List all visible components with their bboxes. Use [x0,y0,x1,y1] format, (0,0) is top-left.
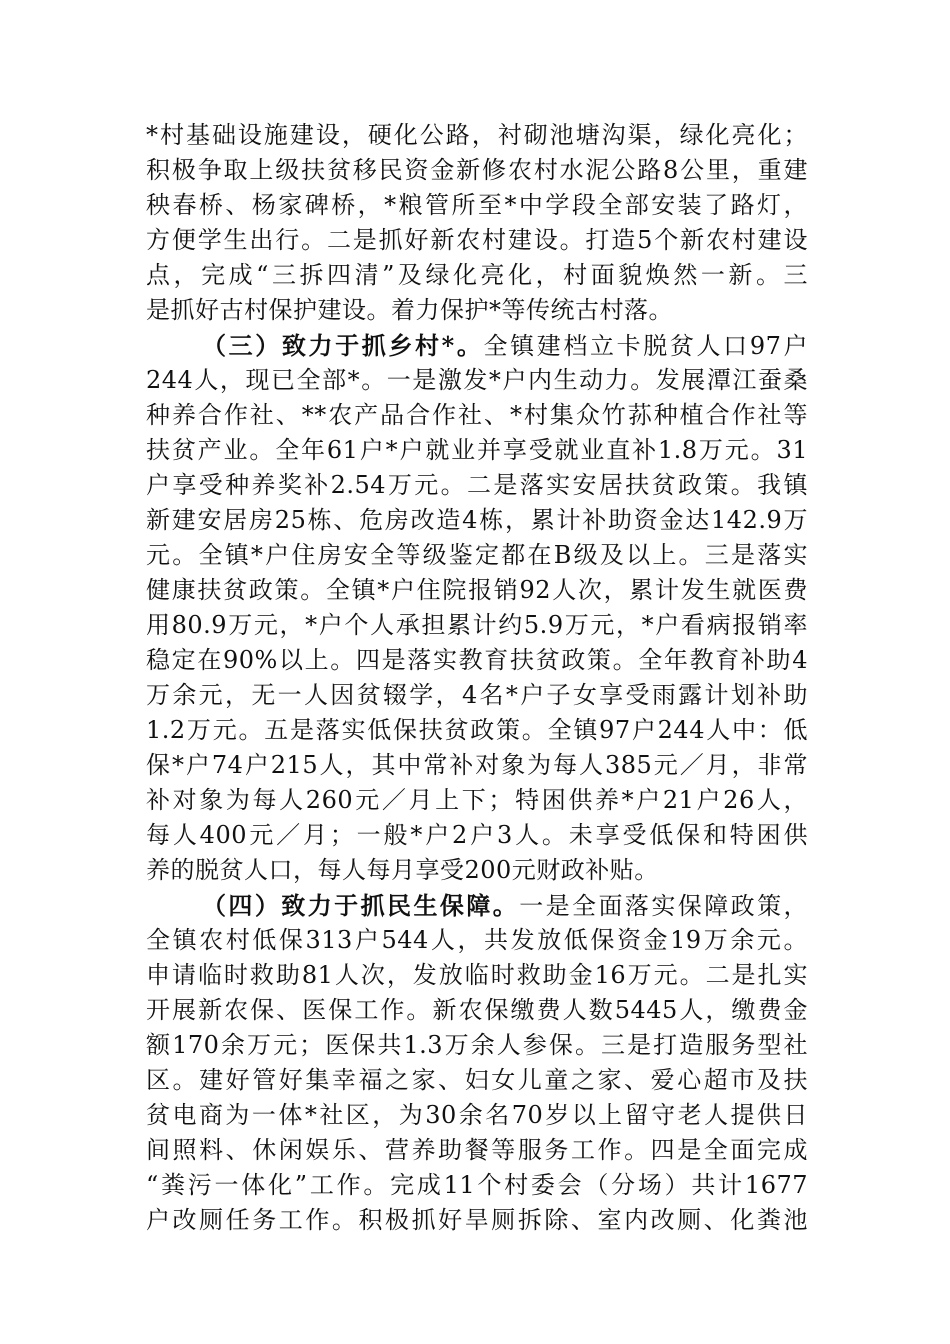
text-line: 秧春桥、杨家碑桥，*粮管所至*中学段全部安装了路灯， [146,191,808,219]
text-line: 稳定在90%以上。四是落实教育扶贫政策。全年教育补助4 [146,646,808,674]
text-line: 扶贫产业。全年61户*户就业并享受就业直补1.8万元。31 [146,436,808,464]
text-line: 万余元，无一人因贫辍学，4名*户子女享受雨露计划补助 [146,681,808,709]
section-lead-text: 一是全面落实保障政策， [519,892,809,920]
section-first-line [146,328,808,363]
text-line: 开展新农保、医保工作。新农保缴费人数5445人，缴费金 [146,996,808,1024]
text-line: 是抓好古村保护建设。着力保护*等传统古村落。 [146,296,673,324]
text-line: 用80.9万元，*户个人承担累计约5.9万元，*户看病报销率 [146,611,808,639]
text-line: 区。建好管好集幸福之家、妇女儿童之家、爱心超市及扶 [146,1066,808,1094]
text-line: 每人400元／月；一般*户2户3人。未享受低保和特困供 [146,821,808,849]
text-line: 1.2万元。五是落实低保扶贫政策。全镇97户244人中：低 [146,716,808,744]
text-line: 间照料、休闲娱乐、营养助餐等服务工作。四是全面完成 [146,1136,808,1164]
text-line: 全镇农村低保313户544人，共发放低保资金19万余元。 [146,926,808,954]
text-line: 补对象为每人260元／月上下；特困供养*户21户26人， [146,786,808,814]
section-heading: （四）致力于抓民生保障。 [202,891,520,920]
text-line: 贫电商为一体*社区，为30余名70岁以上留守老人提供日 [146,1101,808,1129]
section-heading: （三）致力于抓乡村*。 [202,331,484,360]
text-line: 户享受种养奖补2.54万元。二是落实安居扶贫政策。我镇 [146,471,808,499]
section-lead-text: 全镇建档立卡脱贫人口97户 [483,332,808,360]
paragraph-infrastructure [146,118,808,328]
text-line: 元。全镇*户住房安全等级鉴定都在B级及以上。三是落实 [146,541,808,569]
paragraph-section-4 [146,888,808,1238]
paragraph-section-3 [146,328,808,888]
text-line: 户改厕任务工作。积极抓好旱厕拆除、室内改厕、化粪池 [146,1206,808,1234]
text-line: 申请临时救助81人次，发放临时救助金16万元。二是扎实 [146,961,808,989]
text-line: 积极争取上级扶贫移民资金新修农村水泥公路8公里，重建 [146,156,808,184]
text-line: *村基础设施建设，硬化公路，衬砌池塘沟渠，绿化亮化； [146,121,808,149]
text-line: 种养合作社、**农产品合作社、*村集众竹荪种植合作社等 [146,401,808,429]
text-line: 保*户74户215人，其中常补对象为每人385元／月，非常 [146,751,808,779]
text-line: “粪污一体化”工作。完成11个村委会（分场）共计1677 [146,1171,808,1199]
text-line: 点，完成“三拆四清”及绿化亮化，村面貌焕然一新。三 [146,261,808,289]
text-line: 新建安居房25栋、危房改造4栋，累计补助资金达142.9万 [146,506,808,534]
text-line: 244人，现已全部*。一是激发*户内生动力。发展潭江蚕桑 [146,366,808,394]
text-line: 健康扶贫政策。全镇*户住院报销92人次，累计发生就医费 [146,576,808,604]
section-first-line [146,888,808,923]
text-line: 养的脱贫人口，每人每月享受200元财政补贴。 [146,856,659,884]
text-line: 方便学生出行。二是抓好新农村建设。打造5个新农村建设 [146,226,808,254]
text-line: 额170余万元；医保共1.3万余人参保。三是打造服务型社 [146,1031,808,1059]
